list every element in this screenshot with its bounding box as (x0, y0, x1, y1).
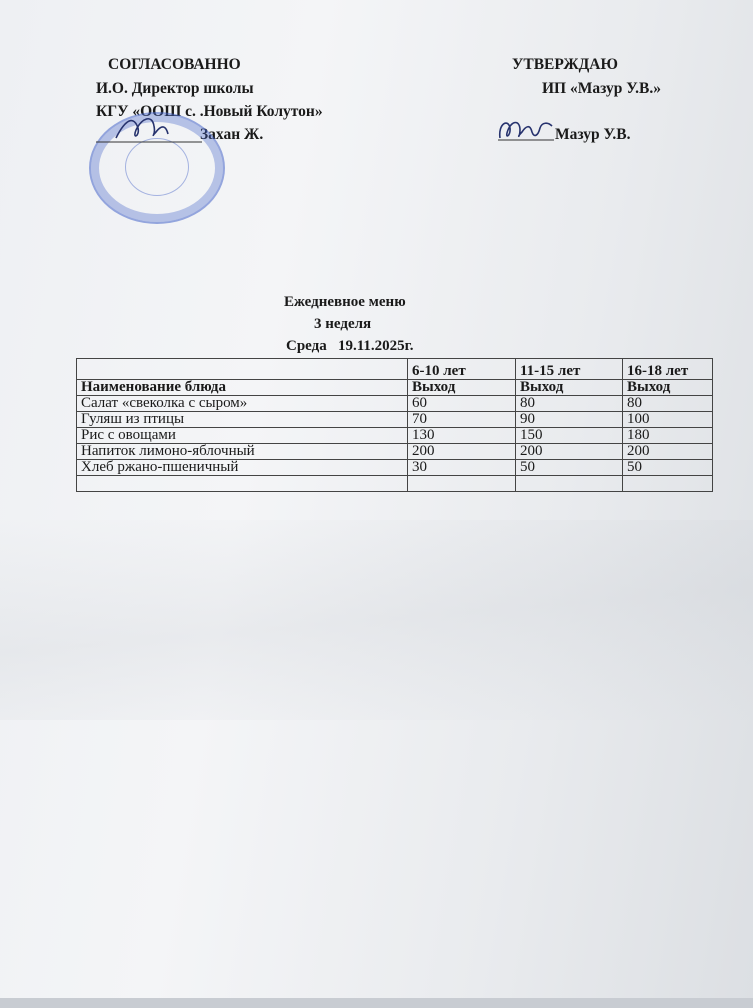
empty-cell (408, 476, 516, 492)
table-row (77, 396, 713, 412)
portion-16-18: 200 (623, 444, 713, 460)
empty-cell (516, 476, 623, 492)
portion-16-18: 50 (623, 460, 713, 476)
portion-11-15: 150 (516, 428, 623, 444)
portion-6-10: 60 (408, 396, 516, 412)
dish-name: Рис с овощами (77, 428, 408, 444)
table-row (77, 412, 713, 428)
empty-cell (623, 476, 713, 492)
dish-name: Хлеб ржано-пшеничный (77, 460, 408, 476)
portion-16-18: 100 (623, 412, 713, 428)
age-group-header: 6-10 лет (408, 359, 516, 380)
table-row (77, 428, 713, 444)
director-title: И.О. Директор школы (96, 80, 254, 97)
age-group-header: 16-18 лет (623, 359, 713, 380)
table-row (77, 460, 713, 476)
agreed-heading: СОГЛАСОВАННО (108, 56, 241, 73)
approve-heading: УТВЕРЖДАЮ (512, 56, 618, 73)
director-name: Захан Ж. (200, 126, 264, 143)
age-group-header: 11-15 лет (516, 359, 623, 380)
table-row (77, 444, 713, 460)
paper-fold-shadow (0, 520, 753, 720)
dish-name: Салат «свеколка с сыром» (77, 396, 408, 412)
menu-table (76, 358, 713, 492)
portion-6-10: 30 (408, 460, 516, 476)
portion-6-10: 130 (408, 428, 516, 444)
menu-title: Ежедневное меню (284, 294, 406, 310)
portion-11-15: 50 (516, 460, 623, 476)
entrepreneur-name: ИП «Мазур У.В.» (542, 80, 661, 97)
table-header-row-ages (77, 359, 713, 380)
empty-cell (77, 476, 408, 492)
day-date-label: Среда 19.11.2025г. (286, 338, 414, 354)
entrepreneur-signer: Мазур У.В. (555, 126, 631, 143)
table-header-row-output (77, 380, 713, 396)
portion-16-18: 80 (623, 396, 713, 412)
portion-6-10: 70 (408, 412, 516, 428)
output-header: Выход (408, 380, 516, 396)
dish-name-header: Наименование блюда (77, 380, 408, 396)
portion-11-15: 90 (516, 412, 623, 428)
school-name: КГУ «ООШ с. .Новый Колутон» (96, 103, 323, 120)
output-header: Выход (623, 380, 713, 396)
portion-11-15: 200 (516, 444, 623, 460)
portion-11-15: 80 (516, 396, 623, 412)
portion-6-10: 200 (408, 444, 516, 460)
header-empty-cell (77, 359, 408, 380)
week-label: 3 неделя (314, 316, 372, 332)
output-header: Выход (516, 380, 623, 396)
dish-name: Гуляш из птицы (77, 412, 408, 428)
dish-name: Напиток лимоно-яблочный (77, 444, 408, 460)
entrepreneur-signature (494, 110, 556, 146)
paper-bottom-edge (0, 998, 753, 1008)
portion-16-18: 180 (623, 428, 713, 444)
table-row-empty (77, 476, 713, 492)
director-signature (96, 108, 206, 153)
